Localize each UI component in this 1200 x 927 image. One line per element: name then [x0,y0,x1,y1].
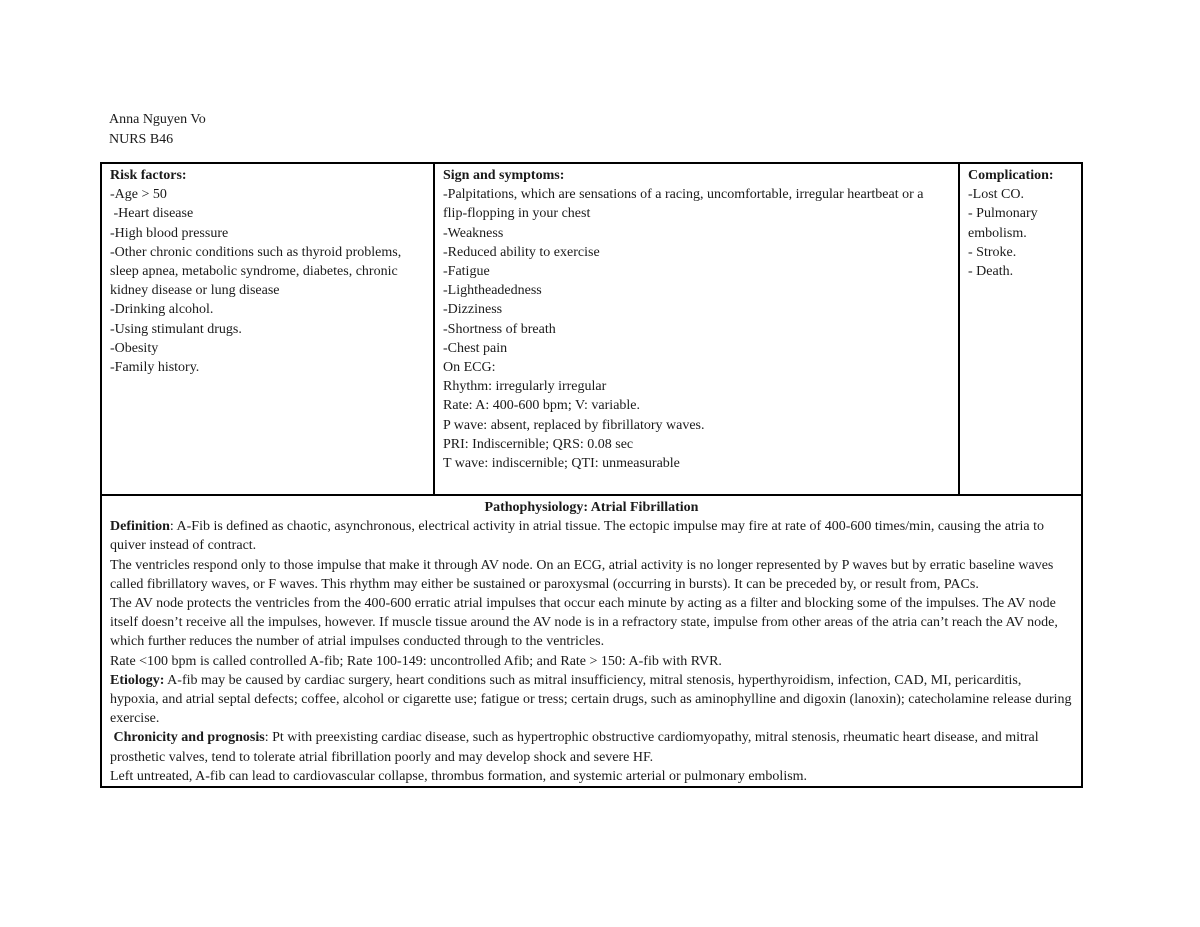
risk-factor-item: -Drinking alcohol. [110,302,214,318]
chronicity-paragraph [110,728,1073,766]
symptom-item: -Fatigue [443,264,490,280]
rate-paragraph: Rate <100 bpm is called controlled A-fib; Rate 100-149: uncontrolled Afib; and Rate > 150: A-fib with RVR. [110,653,722,669]
definition-text: : A-Fib is defined as chaotic, asynchronous, electrical activity in atrial tissue. The ectopic impulse may fire at rate of 400-600 times/min, causing the atria to quiver instead of contract. [110,519,1044,554]
etiology-text: A-fib may be caused by cardiac surgery, heart conditions such as mitral insufficiency, mitral stenosis, hyperthyroidism, infection, CAD, MI, pericarditis, hypoxia, and atrial septal defects; coffee, alcohol or cigarette use; fatigue or tress; certain drugs, such as aminophylline and digoxin (lanoxin); catecholamine release during exercise. [110,672,1072,727]
complication-item: - Stroke. [968,244,1017,260]
signs-symptoms-heading: Sign and symptoms: [443,168,565,183]
care-plan-table [100,162,1083,788]
risk-factors-cell [101,163,434,495]
risk-factor-item: -Other chronic conditions such as thyroid problems, sleep apnea, metabolic syndrome, diabetes, chronic kidney disease or lung disease [110,244,402,299]
document-header [109,110,206,150]
author-name: Anna Nguyen Vo [109,112,206,127]
symptom-item: -Shortness of breath [443,321,556,337]
symptom-item: -Lightheadedness [443,283,542,299]
course-code: NURS B46 [109,132,174,147]
signs-symptoms-cell [434,163,959,495]
symptom-item: -Reduced ability to exercise [443,244,600,260]
symptom-item: -Dizziness [443,302,503,318]
ecg-p-wave: P wave: absent, replaced by fibrillatory waves. [443,417,705,433]
risk-factor-item: -Heart disease [110,206,194,222]
pathophysiology-row [101,495,1082,787]
risk-factor-item: -Family history. [110,360,200,376]
complication-item: -Lost CO. [968,187,1024,203]
complication-item: - Pulmonary embolism. [968,206,1038,241]
definition-label: Definition [110,519,170,535]
risk-factor-item: -High blood pressure [110,225,229,241]
pathophysiology-title: Pathophysiology: Atrial Fibrillation [484,500,699,515]
ecg-rate: Rate: A: 400-600 bpm; V: variable. [443,398,641,414]
av-node-paragraph: The AV node protects the ventricles from the 400-600 erratic atrial impulses that occur each minute by acting as a filter and blocking some of the impulses. The AV node itself doesn’t receive all the impulses, however. If muscle tissue around the AV node is in a refractory state, impulse from other areas of the atria can’t reach the AV node, which further reduces the number of atrial impulses conducted through to the ventricles. [110,596,1058,650]
symptom-item: -Chest pain [443,340,508,356]
risk-factor-item: -Using stimulant drugs. [110,321,242,337]
etiology-label: Etiology: [110,672,165,688]
ecg-t-wave: T wave: indiscernible; QTI: unmeasurable [443,456,680,472]
etiology-paragraph [110,671,1073,729]
chronicity-text: : Pt with preexisting cardiac disease, such as hypertrophic obstructive cardiomyopathy, mitral stenosis, rheumatic heart disease, and mitral prosthetic valves, tend to tolerate atrial fibrillation poorly and may develop shock and severe HF. [110,730,1039,765]
ecg-pri-qrs: PRI: Indiscernible; QRS: 0.08 sec [443,436,634,452]
summary-row [101,163,1082,495]
pathophysiology-cell [101,495,1082,787]
complication-cell [959,163,1082,495]
ventricles-paragraph: The ventricles respond only to those impulse that make it through AV node. On an ECG, atrial activity is no longer represented by P waves but by erratic baseline waves called fibrillatory waves, or F waves. This rhythm may either be sustained or paroxysmal (occurring in bursts). It can be preceded by, or result from, PACs. [110,557,1054,592]
ecg-heading: On ECG: [443,360,496,376]
risk-factors-heading: Risk factors: [110,168,187,183]
untreated-paragraph: Left untreated, A-fib can lead to cardiovascular collapse, thrombus formation, and systemic arterial or pulmonary embolism. [110,768,808,784]
risk-factor-item: -Obesity [110,340,159,356]
definition-paragraph [110,517,1073,555]
chronicity-label: Chronicity and prognosis [110,730,265,746]
symptom-item: -Palpitations, which are sensations of a racing, uncomfortable, irregular heartbeat or a flip-flopping in your chest [443,187,924,222]
risk-factor-item: -Age > 50 [110,187,167,203]
complication-item: - Death. [968,264,1014,280]
ecg-rhythm: Rhythm: irregularly irregular [443,379,607,395]
complication-heading: Complication: [968,168,1054,183]
symptom-item: -Weakness [443,225,504,241]
